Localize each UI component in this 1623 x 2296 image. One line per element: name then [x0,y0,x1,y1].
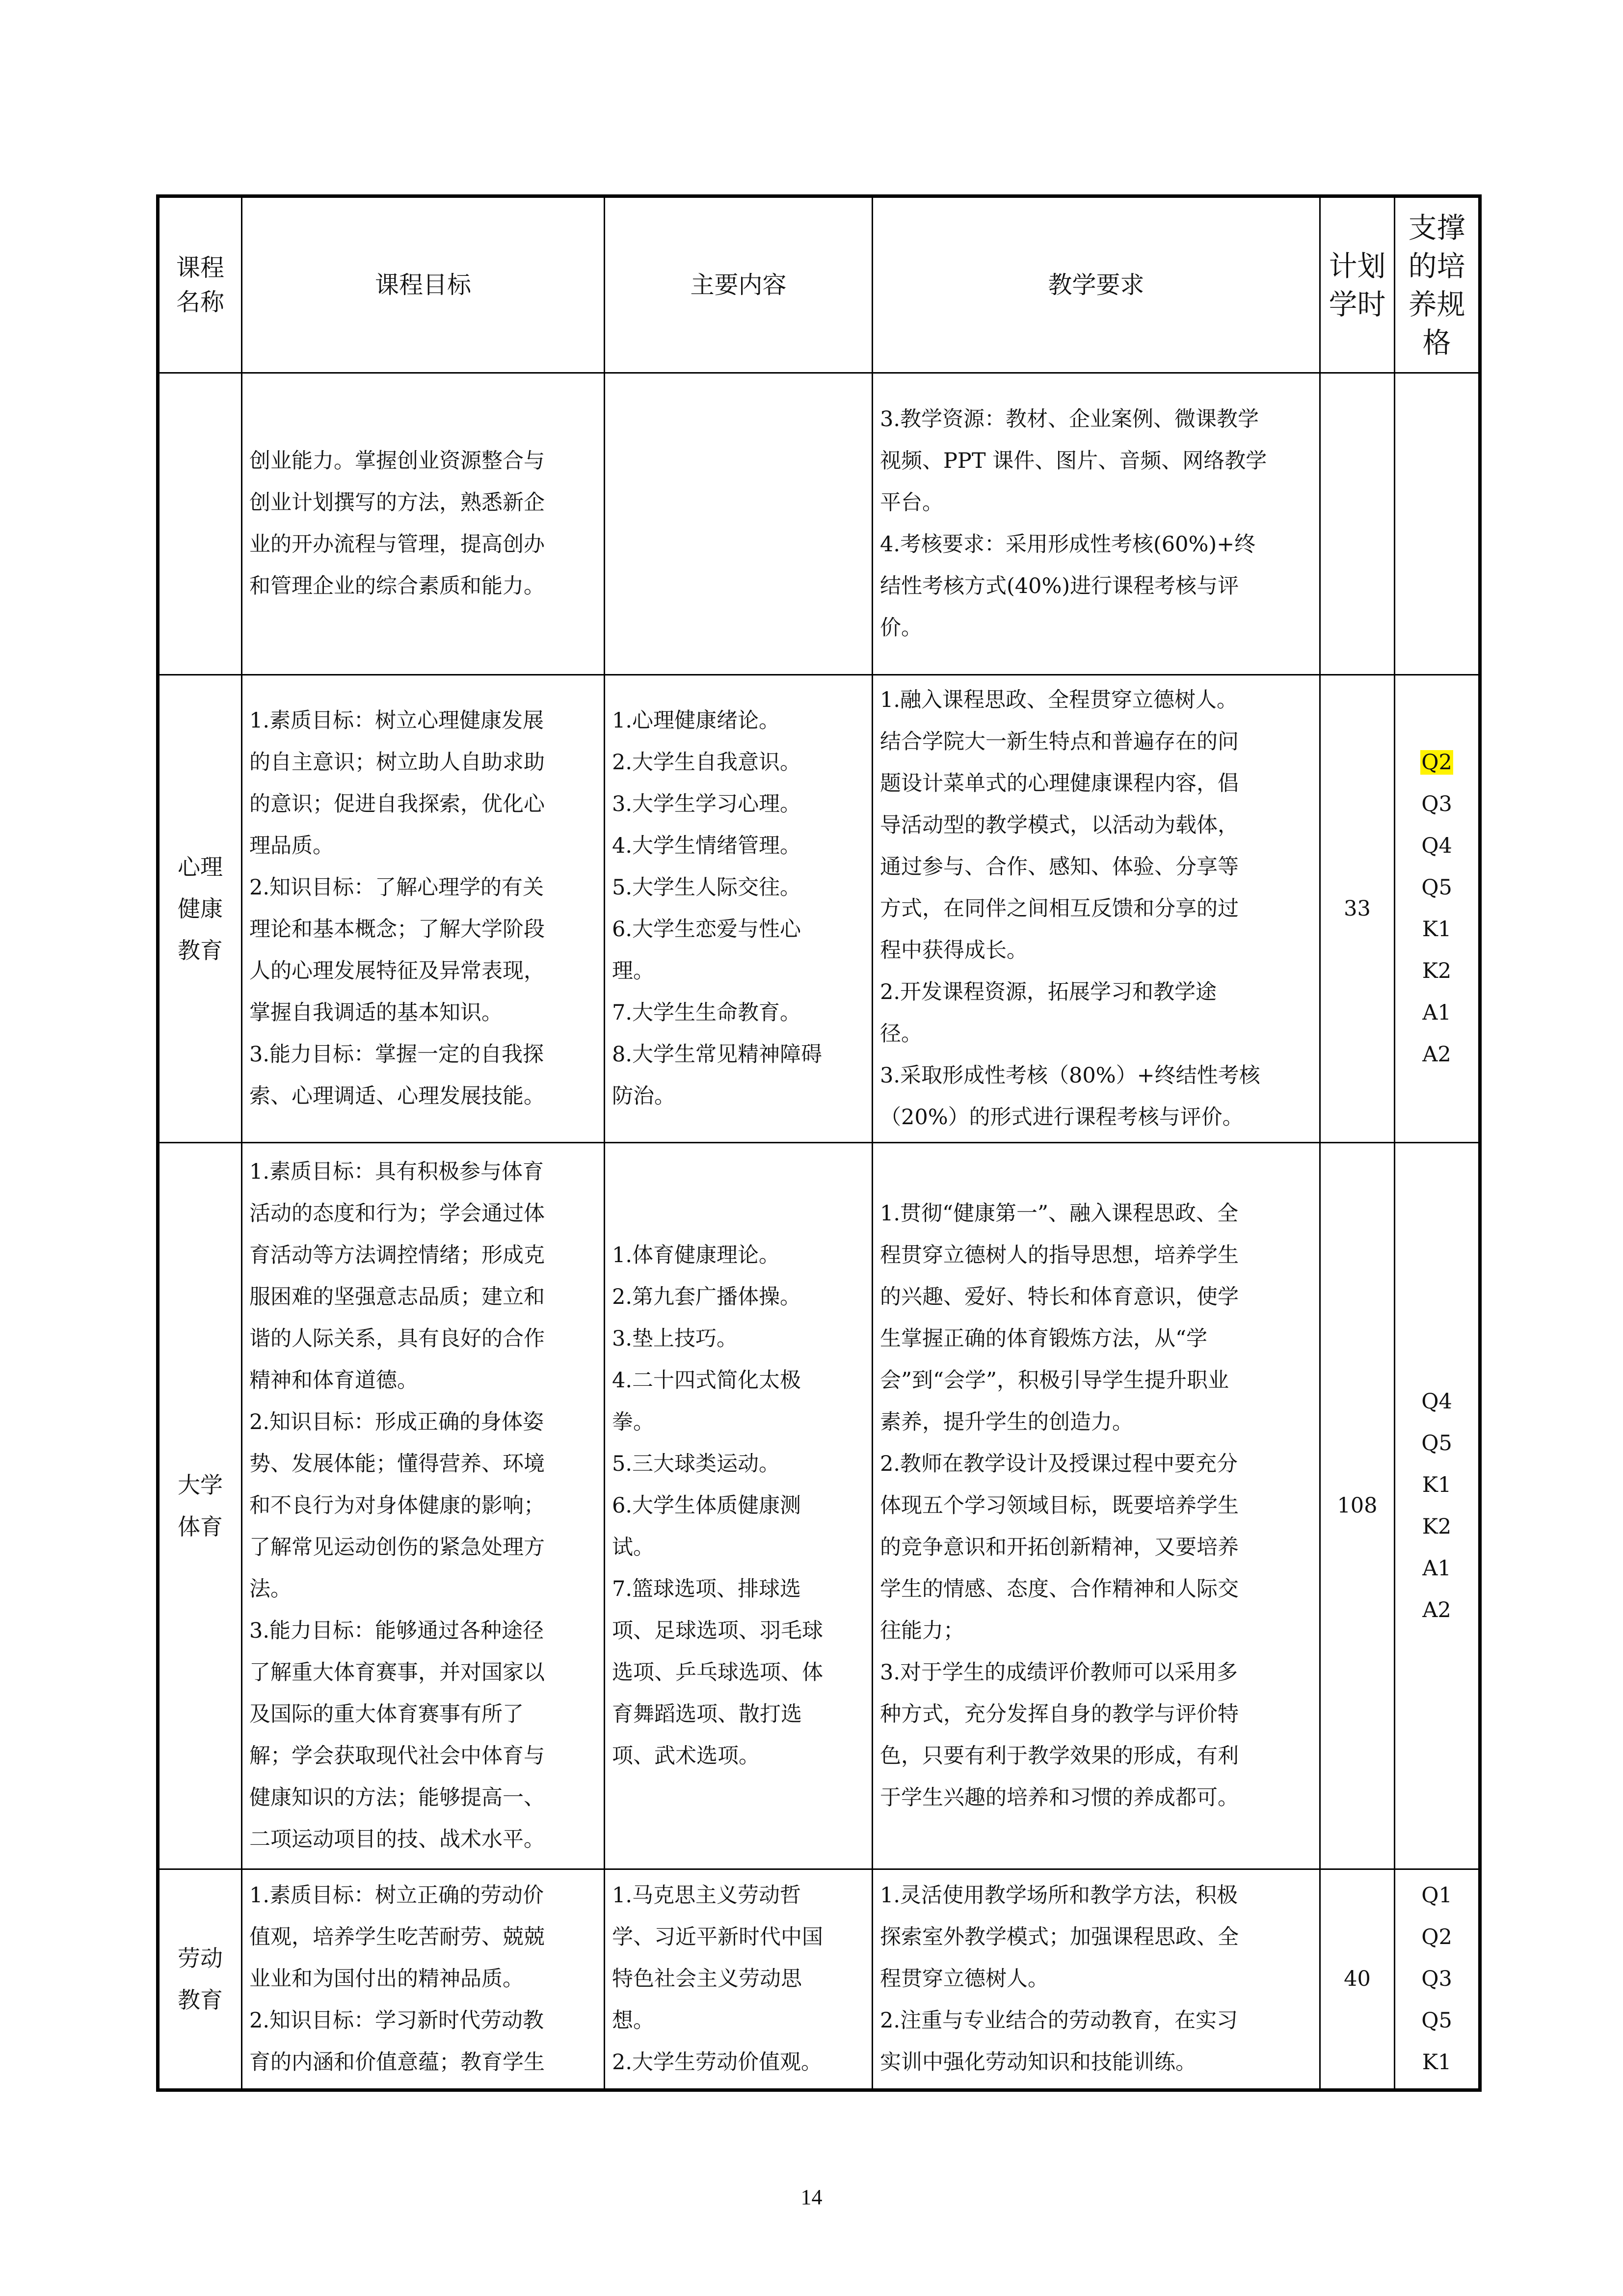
text-line: A2 [1422,1597,1451,1622]
text-line: 3.能力目标：能够通过各种途径 [249,1619,544,1643]
text-line: 法。 [249,1577,292,1601]
text-line: K2 [1422,959,1452,983]
text-line: 3.垫上技巧。 [612,1326,738,1351]
text-line: 健康知识的方法；能够提高一、 [249,1785,545,1810]
text-line: 教育 [178,937,223,964]
planned-hours-cell: 108 [1320,1143,1395,1869]
text-line: K1 [1422,2050,1452,2075]
text-line: Q2 [1421,1925,1452,1949]
text-line: 活动的态度和行为；学会通过体 [249,1201,545,1226]
text-line: 支撑 [1408,211,1465,244]
text-line: 3.大学生学习心理。 [612,792,801,816]
supported-spec-cell [1395,1143,1480,1869]
text-line: 7.篮球选项、排球选 [612,1577,801,1601]
text-line: K1 [1422,1472,1452,1497]
header-main-content: 主要内容 [605,196,873,373]
text-line: 项、武术选项。 [612,1744,760,1768]
text-line: 1.马克思主义劳动哲 [612,1883,801,1908]
course-name-cell [158,1869,242,2090]
text-line: 程贯穿立德树人。 [880,1967,1049,1991]
highlighted-spec-code: Q2 [1421,750,1452,775]
text-line: 实训中强化劳动知识和技能训练。 [880,2050,1197,2075]
text-line: 了解常见运动创伤的紧急处理方 [249,1535,545,1560]
text-line: Q3 [1421,1967,1452,1991]
text-line: 2.教师在教学设计及授课过程中要充分 [880,1452,1238,1476]
text-line: 1.素质目标：树立正确的劳动价 [249,1883,544,1908]
text-line: 想。 [612,2008,654,2033]
header-teaching-requirement: 教学要求 [873,196,1320,373]
text-line: 2.大学生劳动价值观。 [612,2050,823,2075]
text-line: 的兴趣、爱好、特长和体育意识，使学 [880,1285,1239,1309]
text-line: 径。 [880,1021,922,1046]
course-goal-cell [242,1869,605,2090]
text-line: Q1 [1421,1883,1452,1908]
text-line: 格 [1422,325,1451,359]
text-line: 掌握自我调适的基本知识。 [249,1000,503,1025]
text-line: 拳。 [612,1410,654,1434]
text-line: 理品质。 [249,834,334,858]
text-line: 谐的人际关系，具有良好的合作 [249,1326,545,1351]
text-line: 5.三大球类运动。 [612,1452,780,1476]
course-name-cell [158,373,242,675]
text-line: 5.大学生人际交往。 [612,875,801,900]
text-line: 的意识；促进自我探索，优化心 [249,792,545,816]
course-name-cell [158,675,242,1143]
text-line: 学生的情感、态度、合作精神和人际交 [880,1577,1239,1601]
text-line [1402,742,1471,783]
text-line: 创业能力。掌握创业资源整合与 [249,449,545,473]
text-line: Q5 [1421,2008,1452,2033]
text-line: K2 [1422,1514,1452,1539]
header-supported-spec [1395,196,1480,373]
main-content-cell [605,1869,873,2090]
text-line: 的竞争意识和开拓创新精神，又要培养 [880,1535,1239,1560]
text-line: 创业计划撰写的方法，熟悉新企 [249,490,545,515]
text-line: 1.素质目标：树立心理健康发展 [249,708,544,733]
text-line: 试。 [612,1535,654,1560]
text-line: 结性考核方式(40%)进行课程考核与评 [880,574,1239,598]
course-goal-cell [242,1143,605,1869]
text-line: 服困难的坚强意志品质；建立和 [249,1285,545,1309]
text-line: 的自主意识；树立助人自助求助 [249,750,545,775]
course-goal-cell [242,373,605,675]
text-line: Q3 [1421,792,1452,816]
text-line: 2.知识目标：形成正确的身体姿 [249,1410,544,1434]
text-line: 1.心理健康绪论。 [612,708,780,733]
text-line: 往能力； [880,1619,964,1643]
text-line: 8.大学生常见精神障碍 [612,1042,823,1067]
text-line: 业的开办流程与管理，提高创办 [249,532,545,557]
teaching-requirement-cell [873,1869,1320,2090]
teaching-requirement-cell [873,675,1320,1143]
text-line: 通过参与、合作、感知、体验、分享等 [880,854,1239,879]
text-line: 精神和体育道德。 [249,1368,418,1393]
text-line: 2.知识目标：了解心理学的有关 [249,875,544,900]
text-line: Q4 [1421,834,1452,858]
page-number: 14 [800,2185,823,2209]
text-line: 体现五个学习领域目标，既要培养学生 [880,1493,1239,1518]
header-course-name [158,196,242,373]
text-line: 课程 [176,253,224,282]
text-line: 色，只要有利于教学效果的形成，有利 [880,1744,1239,1768]
text-line: 1.贯彻“健康第一”、融入课程思政、全 [880,1201,1238,1226]
course-name-cell [158,1143,242,1869]
main-content-cell [605,675,873,1143]
text-line: 特色社会主义劳动思 [612,1967,802,1991]
text-line: 2.开发课程资源，拓展学习和教学途 [880,979,1217,1004]
table-row [158,1869,1480,2090]
text-line: 项、足球选项、羽毛球 [612,1619,823,1643]
text-line: 3.教学资源：教材、企业案例、微课教学 [880,407,1259,432]
text-line: 名称 [176,288,224,316]
text-line: Q5 [1421,875,1452,900]
text-line: 方式，在同伴之间相互反馈和分享的过 [880,896,1239,921]
text-line: 索、心理调适、心理发展技能。 [249,1084,545,1108]
text-line: 了解重大体育赛事，并对国家以 [249,1660,545,1685]
text-line: 2.大学生自我意识。 [612,750,801,775]
teaching-requirement-cell [873,1143,1320,1869]
main-content-cell [605,373,873,675]
text-line: 值观，培养学生吃苦耐劳、兢兢 [249,1925,545,1949]
text-line: 平台。 [880,490,943,515]
text-line: A1 [1422,1556,1451,1581]
text-line: 程贯穿立德树人的指导思想，培养学生 [880,1243,1239,1268]
text-line: 素养，提升学生的创造力。 [880,1410,1133,1434]
curriculum-table [156,194,1482,2092]
text-line: 养规 [1408,287,1465,321]
text-line: Q5 [1421,1431,1452,1456]
text-line: 教育 [178,1986,223,2013]
text-line: 防治。 [612,1084,675,1108]
text-line: 及国际的重大体育赛事有所了 [249,1702,524,1727]
table-header-row [158,196,1480,373]
text-line: 心理 [178,853,223,880]
text-line: 生掌握正确的体育锻炼方法，从“学 [880,1326,1207,1351]
text-line: A2 [1422,1042,1451,1067]
text-line: 2.知识目标：学习新时代劳动教 [249,2008,544,2033]
text-line: 体育 [178,1513,223,1540]
table-row [158,675,1480,1143]
text-line: 结合学院大一新生特点和普遍存在的问 [880,729,1239,754]
text-line: 3.采取形成性考核（80%）+终结性考核 [880,1063,1260,1088]
table-row [158,373,1480,675]
text-line: 健康 [178,895,223,922]
text-line: 2.注重与专业结合的劳动教育，在实习 [880,2008,1238,2033]
planned-hours-cell [1320,373,1395,675]
teaching-requirement-cell [873,373,1320,675]
supported-spec-cell [1395,675,1480,1143]
text-line: 业业和为国付出的精神品质。 [249,1967,524,1991]
text-line: 和管理企业的综合素质和能力。 [249,574,545,598]
text-line: 7.大学生生命教育。 [612,1000,801,1025]
text-line: 育活动等方法调控情绪；形成克 [249,1243,545,1268]
text-line: 的培 [1408,249,1465,283]
text-line: 4.考核要求：采用形成性考核(60%)+终 [880,532,1256,557]
text-line: （20%）的形式进行课程考核与评价。 [880,1105,1244,1130]
table-row [158,1143,1480,1869]
text-line: 和不良行为对身体健康的影响； [249,1493,545,1518]
text-line: 6.大学生体质健康测 [612,1493,801,1518]
text-line: 6.大学生恋爱与性心 [612,917,801,942]
text-line: 育舞蹈选项、散打选 [612,1702,802,1727]
text-line: 价。 [880,616,922,640]
text-line: 会”到“会学”，积极引导学生提升职业 [880,1368,1229,1393]
text-line: Q4 [1421,1389,1452,1414]
text-line: 1.体育健康理论。 [612,1243,780,1268]
text-line: 种方式，充分发挥自身的教学与评价特 [880,1702,1239,1727]
text-line: 人的心理发展特征及异常表现， [249,959,545,983]
text-line: 劳动 [178,1945,223,1972]
text-line: 程中获得成长。 [880,938,1028,963]
text-line: 二项运动项目的技、战术水平。 [249,1827,545,1852]
text-line: 于学生兴趣的培养和习惯的养成都可。 [880,1785,1239,1810]
text-line: 1.素质目标：具有积极参与体育 [249,1160,544,1184]
text-line: 4.大学生情绪管理。 [612,834,801,858]
text-line: 理。 [612,959,654,983]
header-planned-hours [1320,196,1395,373]
text-line: 探索室外教学模式；加强课程思政、全 [880,1925,1239,1949]
text-line: K1 [1422,917,1452,942]
text-line: 大学 [178,1471,223,1498]
text-line: 3.能力目标：掌握一定的自我探 [249,1042,544,1067]
text-line: 理论和基本概念；了解大学阶段 [249,917,545,942]
supported-spec-cell [1395,373,1480,675]
course-goal-cell [242,675,605,1143]
header-course-goal: 课程目标 [242,196,605,373]
text-line: A1 [1422,1000,1451,1025]
text-line: 视频、PPT 课件、图片、音频、网络教学 [880,449,1267,473]
text-line: 1.融入课程思政、全程贯穿立德树人。 [880,687,1238,712]
text-line: 计划 [1329,249,1386,283]
text-line: 4.二十四式简化太极 [612,1368,801,1393]
supported-spec-cell [1395,1869,1480,2090]
text-line: 导活动型的教学模式，以活动为载体， [880,812,1239,837]
text-line: 选项、乒乓球选项、体 [612,1660,823,1685]
text-line: 1.灵活使用教学场所和教学方法，积极 [880,1883,1238,1908]
text-line: 学、习近平新时代中国 [612,1925,823,1949]
main-content-cell [605,1143,873,1869]
planned-hours-cell: 33 [1320,675,1395,1143]
text-line: 势、发展体能；懂得营养、环境 [249,1452,545,1476]
text-line: 2.第九套广播体操。 [612,1285,801,1309]
planned-hours-cell: 40 [1320,1869,1395,2090]
text-line: 题设计菜单式的心理健康课程内容，倡 [880,771,1239,796]
text-line: 育的内涵和价值意蕴；教育学生 [249,2050,545,2075]
text-line: 解；学会获取现代社会中体育与 [249,1744,545,1768]
text-line: 学时 [1329,287,1386,321]
text-line: 3.对于学生的成绩评价教师可以采用多 [880,1660,1238,1685]
